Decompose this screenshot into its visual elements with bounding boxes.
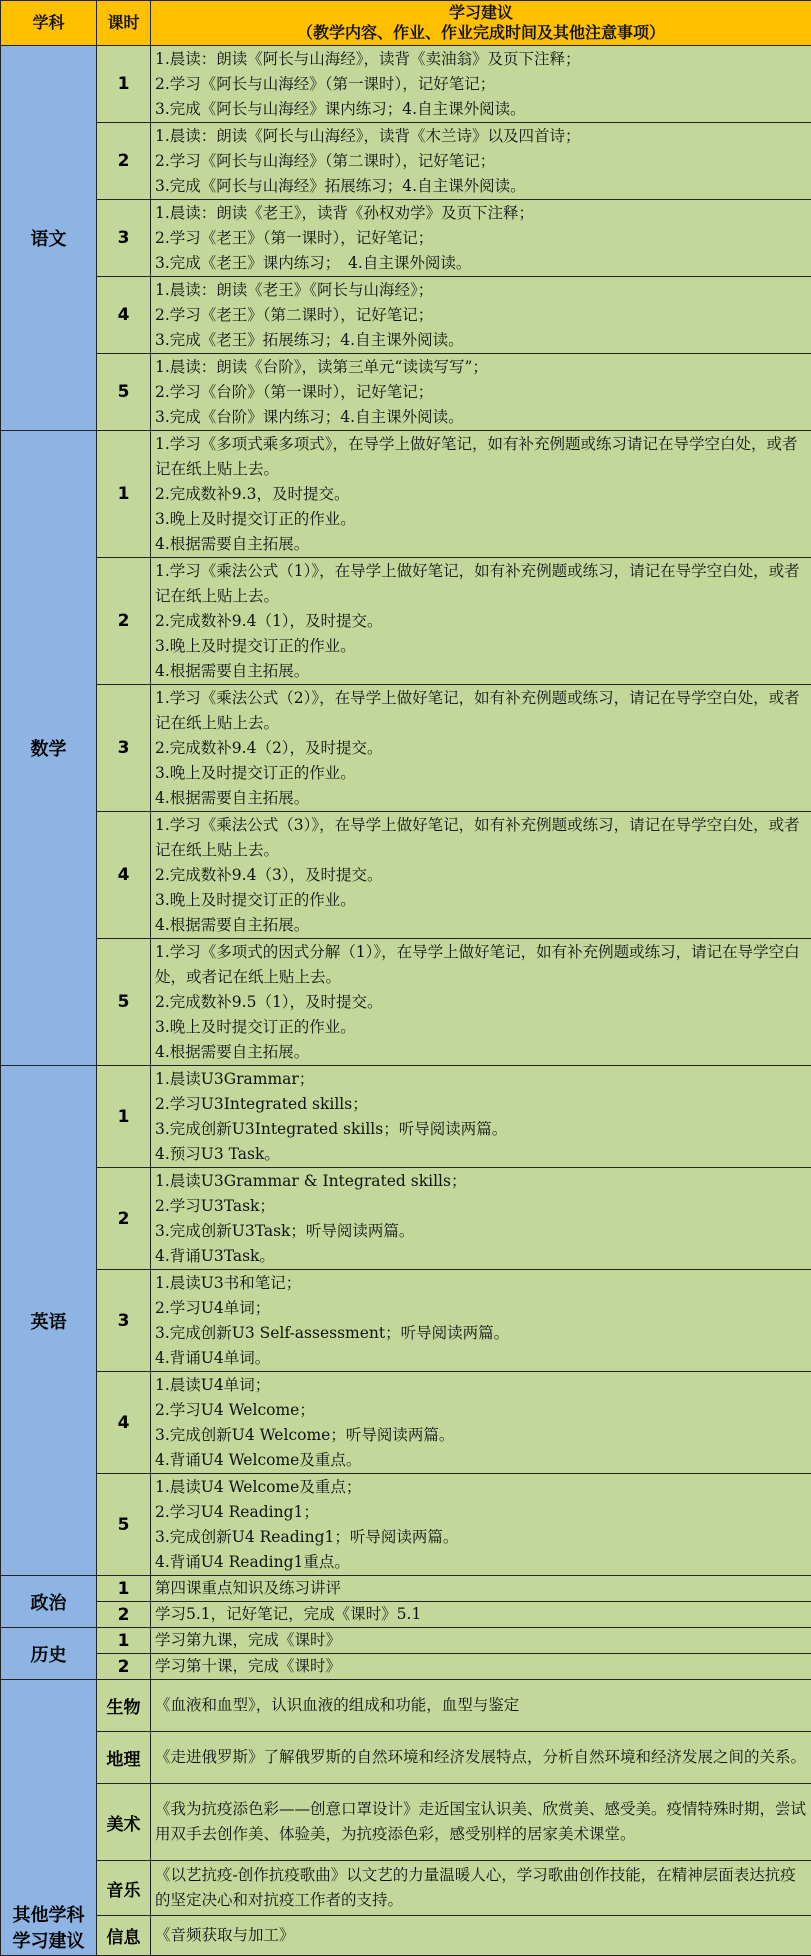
advice-line: 3.完成创新U3Integrated skills；听导阅读两篇。 xyxy=(155,1117,807,1142)
history-row-2 xyxy=(1,1654,811,1680)
advice-line: 3.完成《老王》课内练习； 4.自主课外阅读。 xyxy=(155,251,807,276)
header-advice-title: 学习建议 xyxy=(155,3,807,23)
advice-line: 1.晨读U3Grammar； xyxy=(155,1067,807,1092)
advice-line: 4.背诵U4 Welcome及重点。 xyxy=(155,1448,807,1473)
advice-line: 4.根据需要自主拓展。 xyxy=(155,913,807,938)
advice-line: 2.学习《阿长与山海经》（第一课时），记好笔记； xyxy=(155,72,807,97)
advice-line: 4.背诵U3Task。 xyxy=(155,1244,807,1269)
advice-cell xyxy=(151,200,811,277)
advice-cell: 学习第九课，完成《课时》 xyxy=(151,1628,811,1654)
advice-line: 3.完成《阿长与山海经》课内练习；4.自主课外阅读。 xyxy=(155,97,807,122)
advice-line: 3.晚上及时提交订正的作业。 xyxy=(155,761,807,786)
header-subject: 学科 xyxy=(1,1,97,46)
header-advice-subtitle: （教学内容、作业、作业完成时间及其他注意事项） xyxy=(155,23,807,43)
other-row-biology xyxy=(1,1680,811,1732)
advice-cell xyxy=(151,46,811,123)
subject-other-line2: 学习建议 xyxy=(5,1927,92,1953)
advice-line: 2.完成数补9.4（3），及时提交。 xyxy=(155,863,807,888)
chinese-row-5 xyxy=(1,354,811,431)
period-number: 2 xyxy=(97,1602,151,1628)
advice-line: 2.完成数补9.4（1），及时提交。 xyxy=(155,609,807,634)
advice-line: 2.完成数补9.5（1），及时提交。 xyxy=(155,990,807,1015)
subject-other-line1: 其他学科 xyxy=(5,1901,92,1927)
advice-line: 2.学习U4单词； xyxy=(155,1296,807,1321)
advice-line: 2.完成数补9.4（2），及时提交。 xyxy=(155,736,807,761)
english-row-3 xyxy=(1,1270,811,1372)
politics-row-1 xyxy=(1,1576,811,1602)
advice-cell xyxy=(151,1270,811,1372)
other-subject-name: 音乐 xyxy=(97,1861,151,1916)
period-number: 5 xyxy=(97,354,151,431)
subject-chinese: 语文 xyxy=(1,46,97,431)
advice-line: 2.完成数补9.3，及时提交。 xyxy=(155,482,807,507)
period-number: 2 xyxy=(97,558,151,685)
other-subject-name: 美术 xyxy=(97,1784,151,1861)
advice-line: 2.学习《台阶》（第一课时），记好笔记； xyxy=(155,380,807,405)
other-row-geography xyxy=(1,1732,811,1784)
period-number: 4 xyxy=(97,812,151,939)
header-row xyxy=(1,1,811,46)
chinese-row-4 xyxy=(1,277,811,354)
advice-line: 2.学习U3Task； xyxy=(155,1194,807,1219)
advice-line: 4.背诵U4单词。 xyxy=(155,1346,807,1371)
subject-politics: 政治 xyxy=(1,1576,97,1628)
advice-line: 1.晨读：朗读《台阶》，读第三单元“读读写写”； xyxy=(155,355,807,380)
english-row-2 xyxy=(1,1168,811,1270)
advice-line: 2.学习《老王》（第二课时），记好笔记； xyxy=(155,303,807,328)
advice-line: 3.完成创新U3Task；听导阅读两篇。 xyxy=(155,1219,807,1244)
header-advice xyxy=(151,1,811,46)
advice-cell xyxy=(151,685,811,812)
advice-cell: 《血液和血型》，认识血液的组成和功能，血型与鉴定 xyxy=(151,1680,811,1732)
period-number: 1 xyxy=(97,1628,151,1654)
period-number: 1 xyxy=(97,431,151,558)
advice-cell: 《我为抗疫添色彩——创意口罩设计》走近国宝认识美、欣赏美、感受美。疫情特殊时期，尝试用双手去创作美、体验美，为抗疫添色彩，感受别样的居家美术课堂。 xyxy=(151,1784,811,1861)
politics-row-2 xyxy=(1,1602,811,1628)
advice-cell: 《走进俄罗斯》了解俄罗斯的自然环境和经济发展特点，分析自然环境和经济发展之间的关系。 xyxy=(151,1732,811,1784)
other-row-music xyxy=(1,1861,811,1916)
advice-line: 2.学习《阿长与山海经》（第二课时），记好笔记； xyxy=(155,149,807,174)
period-number: 4 xyxy=(97,277,151,354)
advice-line: 2.学习U4 Welcome； xyxy=(155,1398,807,1423)
other-subject-name: 信息 xyxy=(97,1916,151,1956)
advice-cell xyxy=(151,1372,811,1474)
advice-cell: 学习5.1，记好笔记，完成《课时》5.1 xyxy=(151,1602,811,1628)
period-number: 1 xyxy=(97,1066,151,1168)
math-row-1 xyxy=(1,431,811,558)
advice-line: 1.晨读：朗读《阿长与山海经》，读背《木兰诗》以及四首诗； xyxy=(155,124,807,149)
advice-cell xyxy=(151,123,811,200)
advice-line: 3.完成《阿长与山海经》拓展练习；4.自主课外阅读。 xyxy=(155,174,807,199)
advice-cell: 第四课重点知识及练习讲评 xyxy=(151,1576,811,1602)
advice-line: 2.学习《老王》（第一课时），记好笔记； xyxy=(155,226,807,251)
period-number: 4 xyxy=(97,1372,151,1474)
period-number: 2 xyxy=(97,123,151,200)
advice-line: 1.学习《多项式的因式分解（1）》，在导学上做好笔记，如有补充例题或练习，请记在导学空白处，或者记在纸上贴上去。 xyxy=(155,940,807,990)
advice-line: 3.晚上及时提交订正的作业。 xyxy=(155,1015,807,1040)
advice-line: 3.完成《台阶》课内练习；4.自主课外阅读。 xyxy=(155,405,807,430)
header-period: 课时 xyxy=(97,1,151,46)
math-row-5 xyxy=(1,939,811,1066)
advice-line: 1.学习《多项式乘多项式》，在导学上做好笔记，如有补充例题或练习请记在导学空白处，或者记在纸上贴上去。 xyxy=(155,432,807,482)
advice-line: 1.晨读U4单词； xyxy=(155,1373,807,1398)
advice-line: 3.完成创新U4 Reading1；听导阅读两篇。 xyxy=(155,1525,807,1550)
advice-line: 1.学习《乘法公式（3）》，在导学上做好笔记，如有补充例题或练习，请记在导学空白处，或者记在纸上贴上去。 xyxy=(155,813,807,863)
english-row-5 xyxy=(1,1474,811,1576)
period-number: 3 xyxy=(97,685,151,812)
english-row-1 xyxy=(1,1066,811,1168)
advice-line: 4.背诵U4 Reading1重点。 xyxy=(155,1550,807,1575)
advice-cell xyxy=(151,277,811,354)
advice-line: 4.根据需要自主拓展。 xyxy=(155,532,807,557)
chinese-row-1 xyxy=(1,46,811,123)
advice-cell xyxy=(151,431,811,558)
other-row-it xyxy=(1,1916,811,1956)
advice-line: 1.晨读U3书和笔记； xyxy=(155,1271,807,1296)
advice-cell xyxy=(151,1474,811,1576)
advice-line: 3.完成创新U4 Welcome；听导阅读两篇。 xyxy=(155,1423,807,1448)
subject-other xyxy=(1,1680,97,1956)
advice-cell xyxy=(151,812,811,939)
advice-line: 4.根据需要自主拓展。 xyxy=(155,1040,807,1065)
english-row-4 xyxy=(1,1372,811,1474)
advice-cell: 《以艺抗疫-创作抗疫歌曲》以文艺的力量温暖人心，学习歌曲创作技能，在精神层面表达抗疫的坚定决心和对抗疫工作者的支持。 xyxy=(151,1861,811,1916)
advice-line: 3.完成《老王》拓展练习；4.自主课外阅读。 xyxy=(155,328,807,353)
period-number: 3 xyxy=(97,1270,151,1372)
advice-cell: 《音频获取与加工》 xyxy=(151,1916,811,1956)
advice-cell xyxy=(151,1168,811,1270)
subject-math: 数学 xyxy=(1,431,97,1066)
advice-cell xyxy=(151,939,811,1066)
advice-line: 3.晚上及时提交订正的作业。 xyxy=(155,888,807,913)
advice-line: 4.根据需要自主拓展。 xyxy=(155,659,807,684)
advice-line: 3.晚上及时提交订正的作业。 xyxy=(155,507,807,532)
advice-line: 1.晨读：朗读《阿长与山海经》，读背《卖油翁》及页下注释； xyxy=(155,47,807,72)
advice-cell xyxy=(151,558,811,685)
subject-history: 历史 xyxy=(1,1628,97,1680)
advice-line: 1.晨读U3Grammar & Integrated skills； xyxy=(155,1169,807,1194)
advice-line: 3.晚上及时提交订正的作业。 xyxy=(155,634,807,659)
advice-line: 4.预习U3 Task。 xyxy=(155,1142,807,1167)
period-number: 2 xyxy=(97,1168,151,1270)
history-row-1 xyxy=(1,1628,811,1654)
chinese-row-3 xyxy=(1,200,811,277)
advice-cell xyxy=(151,1066,811,1168)
period-number: 2 xyxy=(97,1654,151,1680)
period-number: 3 xyxy=(97,200,151,277)
period-number: 5 xyxy=(97,1474,151,1576)
period-number: 1 xyxy=(97,1576,151,1602)
math-row-3 xyxy=(1,685,811,812)
math-row-4 xyxy=(1,812,811,939)
advice-line: 1.晨读：朗读《老王》，读背《孙权劝学》及页下注释； xyxy=(155,201,807,226)
advice-line: 4.根据需要自主拓展。 xyxy=(155,786,807,811)
period-number: 5 xyxy=(97,939,151,1066)
other-subject-name: 生物 xyxy=(97,1680,151,1732)
period-number: 1 xyxy=(97,46,151,123)
other-subject-name: 地理 xyxy=(97,1732,151,1784)
advice-cell: 学习第十课，完成《课时》 xyxy=(151,1654,811,1680)
advice-line: 2.学习U3Integrated skills； xyxy=(155,1092,807,1117)
other-row-art xyxy=(1,1784,811,1861)
subject-english: 英语 xyxy=(1,1066,97,1576)
math-row-2 xyxy=(1,558,811,685)
advice-line: 2.学习U4 Reading1； xyxy=(155,1500,807,1525)
advice-line: 1.晨读：朗读《老王》《阿长与山海经》； xyxy=(155,278,807,303)
advice-line: 1.学习《乘法公式（2）》，在导学上做好笔记，如有补充例题或练习，请记在导学空白处，或者记在纸上贴上去。 xyxy=(155,686,807,736)
advice-line: 3.完成创新U3 Self-assessment；听导阅读两篇。 xyxy=(155,1321,807,1346)
chinese-row-2 xyxy=(1,123,811,200)
advice-line: 1.学习《乘法公式（1）》，在导学上做好笔记，如有补充例题或练习，请记在导学空白处，或者记在纸上贴上去。 xyxy=(155,559,807,609)
advice-line: 1.晨读U4 Welcome及重点； xyxy=(155,1475,807,1500)
advice-cell xyxy=(151,354,811,431)
